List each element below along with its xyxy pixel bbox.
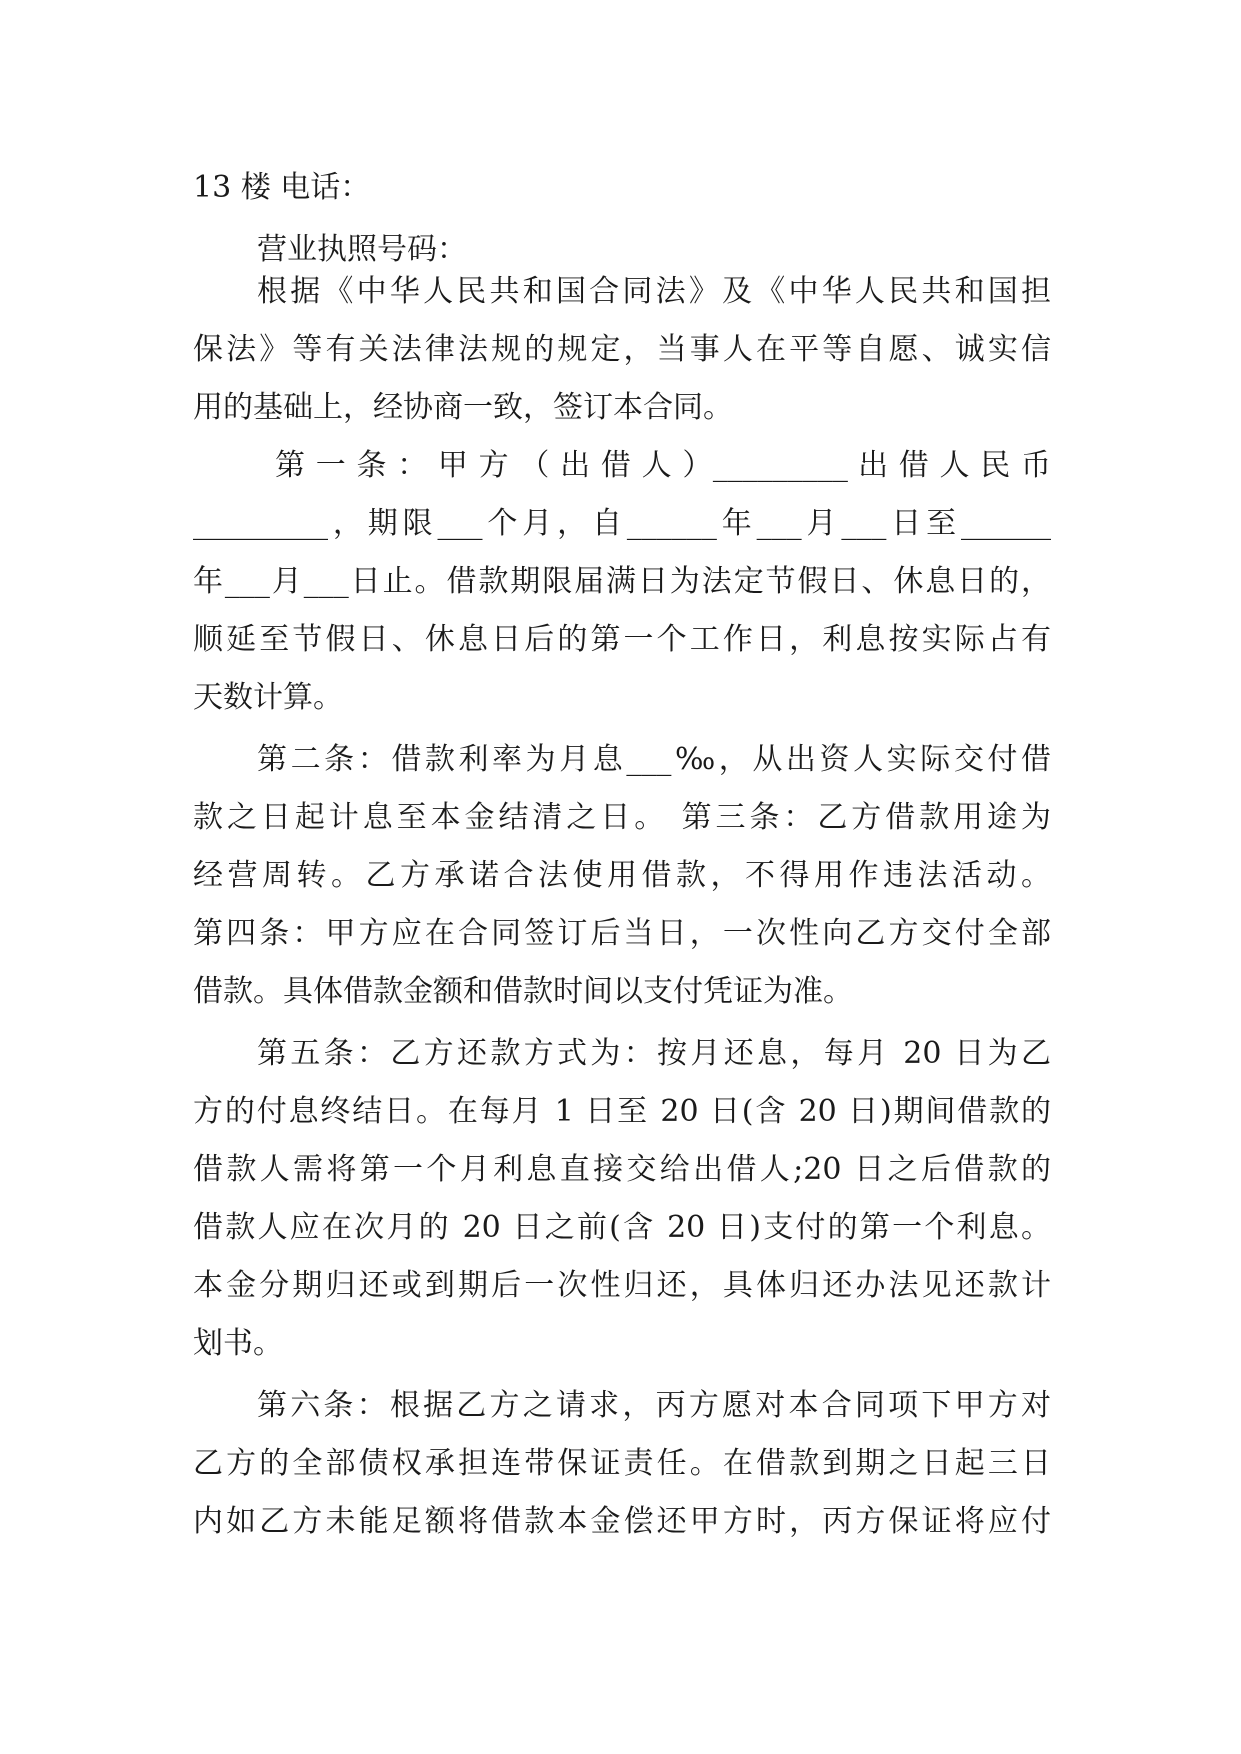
text-line-article-2-a: 第二条：借款利率为月息___‰，从出资人实际交付借: [257, 742, 1051, 777]
text-line-article-5-d: 借款人应在次月的 20 日之前(含 20 日)支付的第一个利息。: [193, 1210, 1051, 1245]
text-line-article-6-b: 乙方的全部债权承担连带保证责任。在借款到期之日起三日: [193, 1446, 1051, 1481]
text-line-article-1-c: 年___月___日止。借款期限届满日为法定节假日、休息日的，: [193, 564, 1051, 599]
text-line-article-4-b: 借款。具体借款金额和借款时间以支付凭证为准。: [193, 974, 853, 1009]
text-line-license: 营业执照号码：: [257, 232, 467, 267]
text-line-preamble-1: 根据《中华人民共和国合同法》及《中华人民共和国担: [257, 274, 1051, 309]
text-line-preamble-3: 用的基础上，经协商一致，签订本合同。: [193, 390, 733, 425]
text-line-article-5-e: 本金分期归还或到期后一次性归还，具体归还办法见还款计: [193, 1268, 1051, 1303]
text-line-preamble-2: 保法》等有关法律法规的规定，当事人在平等自愿、诚实信: [193, 332, 1051, 367]
text-line-article-1-b: _________，期限___个月，自______年___月___日至______: [193, 506, 1051, 541]
text-line-article-5-b: 方的付息终结日。在每月 1 日至 20 日(含 20 日)期间借款的: [193, 1094, 1051, 1129]
text-line-article-4-a: 第四条：甲方应在合同签订后当日，一次性向乙方交付全部: [193, 916, 1051, 951]
text-line-article-6-a: 第六条：根据乙方之请求，丙方愿对本合同项下甲方对: [257, 1388, 1051, 1423]
text-line-article-5-a: 第五条：乙方还款方式为：按月还息，每月 20 日为乙: [257, 1036, 1051, 1071]
text-line-article-3: 经营周转。乙方承诺合法使用借款，不得用作违法活动。: [193, 858, 1051, 893]
text-line-article-2-b: 款之日起计息至本金结清之日。 第三条：乙方借款用途为: [193, 800, 1051, 835]
text-line-article-5-f: 划书。: [193, 1326, 283, 1361]
text-line-article-5-c: 借款人需将第一个月利息直接交给出借人;20 日之后借款的: [193, 1152, 1051, 1187]
text-line-article-1-d: 顺延至节假日、休息日后的第一个工作日，利息按实际占有: [193, 622, 1051, 657]
text-line-phone: 13 楼 电话：: [193, 170, 371, 205]
text-line-article-6-c: 内如乙方未能足额将借款本金偿还甲方时，丙方保证将应付: [193, 1504, 1051, 1539]
text-line-article-1-e: 天数计算。: [193, 680, 343, 715]
text-line-article-1-a: 第 一 条 ： 甲 方 （ 出 借 人 ）_________ 出 借 人 民 币: [275, 448, 1051, 483]
